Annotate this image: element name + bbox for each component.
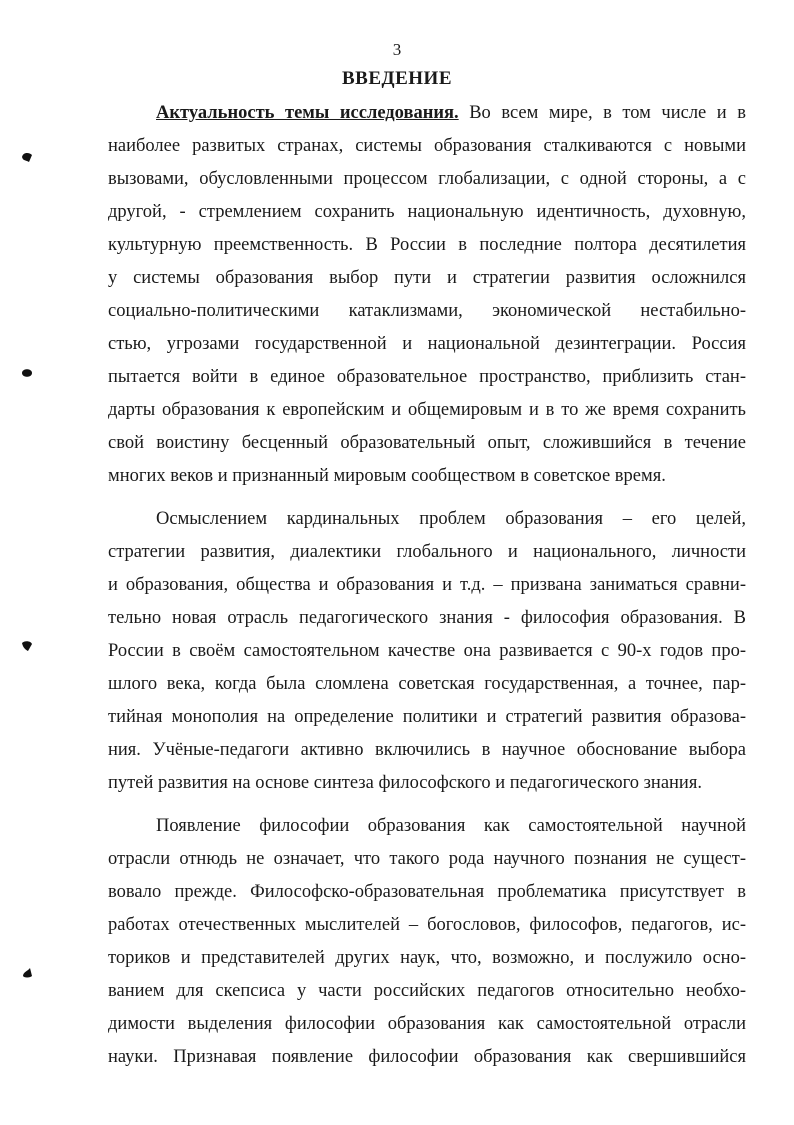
text-line: дарты образования к европейским и общемировым и в то же время сохранить	[108, 400, 746, 420]
text-line: ториков и представителей других наук, что, возможно, и послужило осно-	[108, 948, 746, 968]
binder-mark-icon	[20, 967, 34, 979]
text-line: социально-политическими катаклизмами, экономической нестабильно-	[108, 301, 746, 321]
binder-mark-icon	[20, 367, 34, 379]
text-line: тийная монополия на определение политики и стратегий развития образова-	[108, 707, 746, 727]
text-line: стратегии развития, диалектики глобального и национального, личности	[108, 542, 746, 562]
text-line: многих веков и признанный мировым сообществом в советское время.	[108, 466, 666, 486]
text-line: стью, угрозами государственной и национальной дезинтеграции. Россия	[108, 334, 746, 354]
text-line: ния. Учёные-педагоги активно включились в научное обоснование выбора	[108, 740, 746, 760]
binder-mark-icon	[20, 640, 34, 652]
text-line: у системы образования выбор пути и стратегии развития осложнился	[108, 268, 746, 288]
text-line: наиболее развитых странах, системы образования сталкиваются с новыми	[108, 136, 746, 156]
text-line: работах отечественных мыслителей – богословов, философов, педагогов, ис-	[108, 915, 746, 935]
text-line: свой воистину бесценный образовательный опыт, сложившийся в течение	[108, 433, 746, 453]
text-line: вовало прежде. Философско-образовательная проблематика присутствует в	[108, 882, 746, 902]
section-heading: ВВЕДЕНИЕ	[342, 68, 452, 89]
text-line: Появление философии образования как самостоятельной научной	[156, 816, 746, 836]
text-line: другой, - стремлением сохранить национальную идентичность, духовную,	[108, 202, 746, 222]
text-line: науки. Признавая появление философии образования как свершившийся	[108, 1047, 746, 1067]
text-line: и образования, общества и образования и т.д. – призвана заниматься сравни-	[108, 575, 746, 595]
text-line: Осмыслением кардинальных проблем образования – его целей,	[156, 509, 746, 529]
lead-phrase: Актуальность темы исследования.	[156, 103, 459, 123]
binder-mark-icon	[20, 151, 34, 163]
text-line: тельно новая отрасль педагогического знания - философия образования. В	[108, 608, 746, 628]
text-line: вызовами, обусловленными процессом глобализации, с одной стороны, а с	[108, 169, 746, 189]
text-line: пытается войти в единое образовательное пространство, приблизить стан-	[108, 367, 746, 387]
text-line: ванием для скепсиса у части российских педагогов относительно необхо-	[108, 981, 746, 1001]
page-number: 3	[392, 40, 402, 59]
text-line: отрасли отнюдь не означает, что такого рода научного познания не сущест-	[108, 849, 746, 869]
text-line: шлого века, когда была сломлена советская государственная, а точнее, пар-	[108, 674, 746, 694]
text-line: путей развития на основе синтеза философского и педагогического знания.	[108, 773, 702, 793]
text-line: культурную преемственность. В России в последние полтора десятилетия	[108, 235, 746, 255]
text-line: Актуальность темы исследования. Во всем мире, в том числе и в	[156, 103, 746, 123]
text-line: димости выделения философии образования как самостоятельной отрасли	[108, 1014, 746, 1034]
body-text	[108, 97, 746, 1074]
text-line: России в своём самостоятельном качестве она развивается с 90-х годов про-	[108, 641, 746, 661]
